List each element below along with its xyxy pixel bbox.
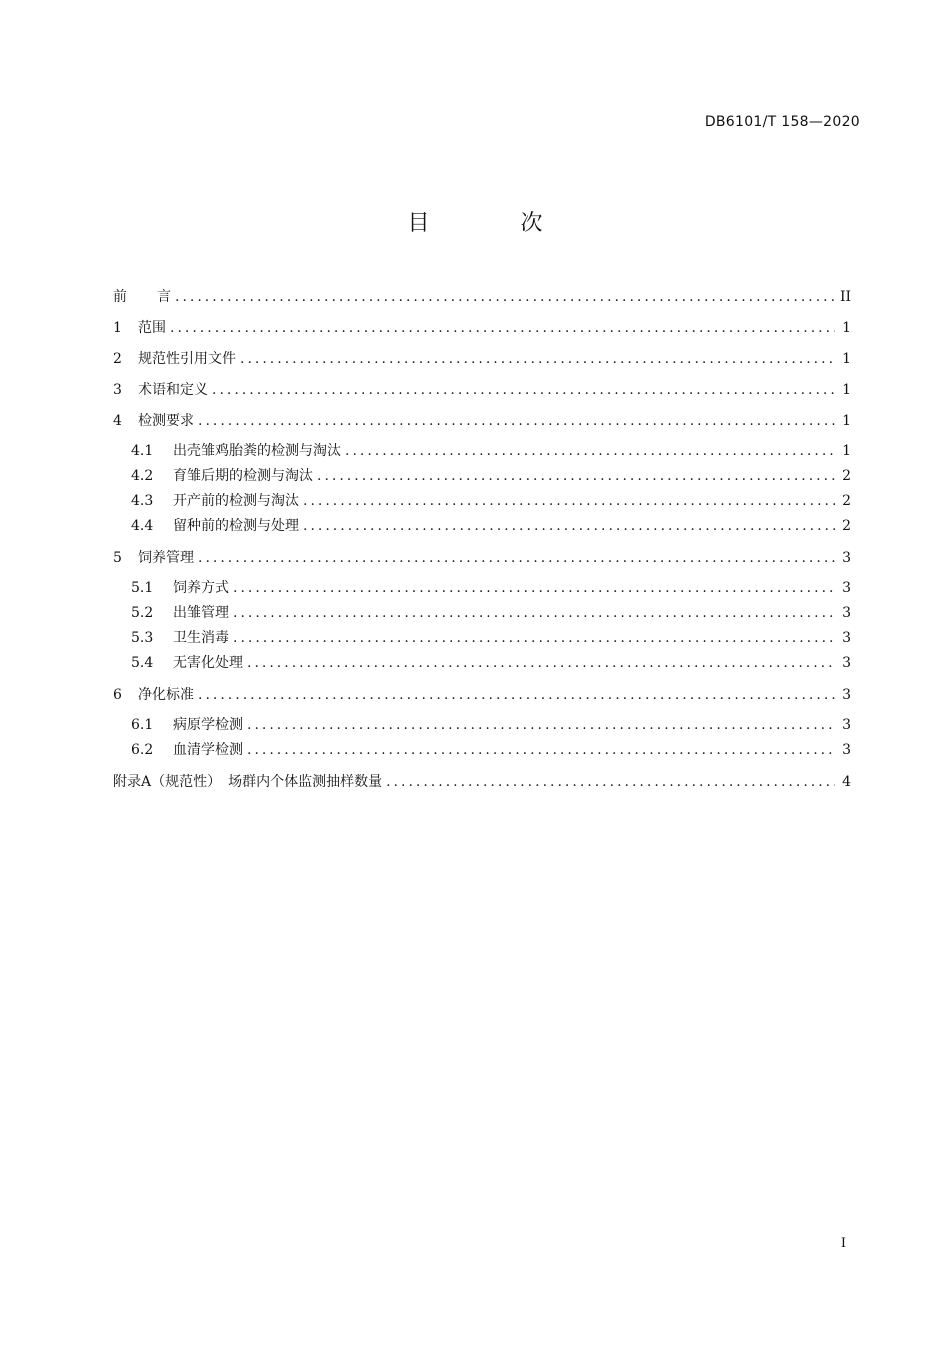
leader-dots <box>233 580 835 596</box>
toc-entry-number: 5.3 <box>131 630 154 646</box>
toc-subentry[interactable] <box>113 602 851 627</box>
toc-subentry[interactable] <box>113 440 851 465</box>
toc-entry-foreword[interactable] <box>113 286 851 310</box>
toc-subentry[interactable] <box>113 652 851 677</box>
toc-page-number: 3 <box>842 550 851 566</box>
toc-page-number: 1 <box>842 382 851 398</box>
toc-entry[interactable] <box>113 684 851 708</box>
toc-entry-number: 5.4 <box>131 655 154 671</box>
toc-entry-number: 4.4 <box>131 518 154 534</box>
toc-entry-number: 4.2 <box>131 468 154 484</box>
toc-entry-label: 前 <box>113 289 127 305</box>
leader-dots <box>212 382 835 398</box>
leader-dots <box>345 443 835 459</box>
leader-dots <box>247 717 835 733</box>
toc-subentry[interactable] <box>113 465 851 490</box>
toc-subentry[interactable] <box>113 577 851 602</box>
page-title: 目 次 <box>407 211 585 236</box>
toc-entry-number: 6.1 <box>131 717 154 733</box>
toc-page-number: 2 <box>842 468 851 484</box>
toc-entry-number: 4.1 <box>131 443 154 459</box>
leader-dots <box>233 605 835 621</box>
toc-entry[interactable] <box>113 317 851 341</box>
toc-entry[interactable] <box>113 379 851 403</box>
toc-page-number: 3 <box>842 687 851 703</box>
toc-entry-number: 3 <box>113 382 122 398</box>
toc-subentry[interactable] <box>113 739 851 764</box>
toc-entry-label: 出壳雏鸡胎粪的检测与淘汰 <box>173 443 341 459</box>
toc-entry-label: 饲养方式 <box>173 580 229 596</box>
toc-entry-annex[interactable] <box>113 771 851 795</box>
toc-page-number: 1 <box>842 351 851 367</box>
toc-entry-label: 留种前的检测与处理 <box>173 518 299 534</box>
leader-dots <box>233 630 835 646</box>
toc-entry-label: 育雏后期的检测与淘汰 <box>173 468 313 484</box>
toc-entry-label: 血清学检测 <box>173 742 243 758</box>
leader-dots <box>240 351 835 367</box>
toc-entry-label: 卫生消毒 <box>173 630 229 646</box>
toc-page-number: 1 <box>842 320 851 336</box>
toc-page-number: 2 <box>842 518 851 534</box>
toc-entry-label: 言 <box>157 289 171 305</box>
table-of-contents <box>113 286 851 795</box>
leader-dots <box>170 320 835 336</box>
leader-dots <box>247 655 835 671</box>
leader-dots <box>386 774 835 790</box>
toc-entry[interactable] <box>113 348 851 372</box>
toc-entry-label: 饲养管理 <box>138 550 194 566</box>
toc-entry-number: 2 <box>113 351 122 367</box>
toc-entry-label: 范围 <box>138 320 166 336</box>
toc-entry-number: 6.2 <box>131 742 154 758</box>
toc-entry-label: 术语和定义 <box>138 382 208 398</box>
toc-entry-label: 无害化处理 <box>173 655 243 671</box>
toc-page-number: 3 <box>842 655 851 671</box>
toc-entry[interactable] <box>113 410 851 434</box>
toc-page-number: 1 <box>842 443 851 459</box>
document-code: DB6101/T 158—2020 <box>704 114 860 130</box>
toc-entry-label: 附录A（规范性） 场群内个体监测抽样数量 <box>113 774 383 790</box>
toc-entry-number: 5 <box>113 550 122 566</box>
toc-entry-label: 出雏管理 <box>173 605 229 621</box>
toc-subentry[interactable] <box>113 627 851 652</box>
toc-subentry[interactable] <box>113 714 851 739</box>
leader-dots <box>198 550 835 566</box>
toc-subentry[interactable] <box>113 490 851 515</box>
toc-entry[interactable] <box>113 547 851 571</box>
toc-entry-label: 开产前的检测与淘汰 <box>173 493 299 509</box>
toc-page-number: 1 <box>842 413 851 429</box>
leader-dots <box>317 468 835 484</box>
leader-dots <box>303 518 835 534</box>
toc-page-number: 3 <box>842 580 851 596</box>
page-number: I <box>840 1236 846 1251</box>
toc-page-number: II <box>839 289 851 305</box>
toc-page-number: 4 <box>842 774 851 790</box>
toc-entry-label: 病原学检测 <box>173 717 243 733</box>
toc-page-number: 3 <box>842 742 851 758</box>
leader-dots <box>198 687 835 703</box>
toc-entry-label: 规范性引用文件 <box>138 351 236 367</box>
toc-page-number: 3 <box>842 717 851 733</box>
toc-entry-label: 净化标准 <box>138 687 194 703</box>
leader-dots <box>198 413 835 429</box>
toc-entry-number: 5.1 <box>131 580 154 596</box>
leader-dots <box>303 493 835 509</box>
toc-page-number: 2 <box>842 493 851 509</box>
leader-dots <box>175 289 834 305</box>
leader-dots <box>247 742 835 758</box>
toc-subentry[interactable] <box>113 515 851 540</box>
toc-entry-number: 5.2 <box>131 605 154 621</box>
toc-entry-number: 1 <box>113 320 122 336</box>
toc-page-number: 3 <box>842 605 851 621</box>
toc-page-number: 3 <box>842 630 851 646</box>
toc-entry-label: 检测要求 <box>138 413 194 429</box>
toc-entry-number: 4 <box>113 413 122 429</box>
toc-entry-number: 4.3 <box>131 493 154 509</box>
toc-entry-number: 6 <box>113 687 122 703</box>
